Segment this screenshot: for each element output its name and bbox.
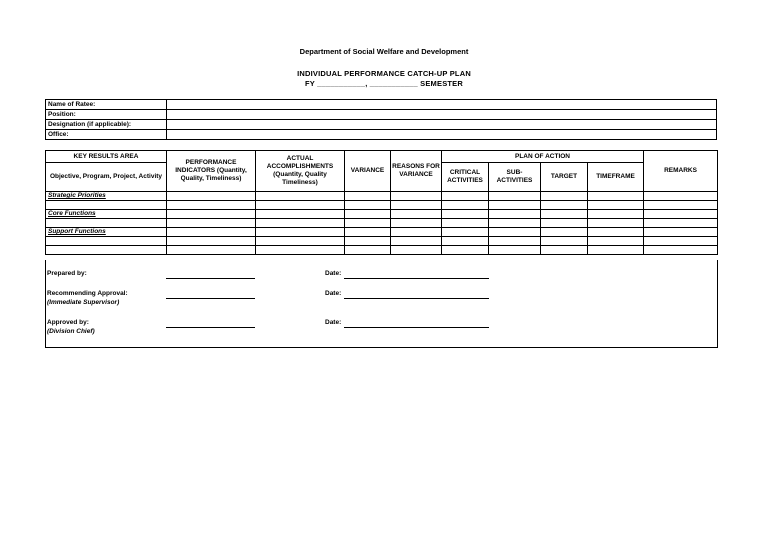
signature-section (45, 260, 718, 348)
table-row (46, 237, 718, 246)
plan-title: INDIVIDUAL PERFORMANCE CATCH-UP PLAN (297, 69, 471, 78)
office-field[interactable] (167, 130, 717, 140)
section-row (46, 210, 718, 219)
table-row (46, 219, 718, 228)
department-title: Department of Social Welfare and Development (299, 47, 469, 56)
approved-note: (Division Chief) (47, 328, 95, 335)
plan-of-action-header: PLAN OF ACTION (442, 151, 644, 163)
prepared-by-label: Prepared by: (47, 270, 87, 277)
indicators-header: PERFORMANCE INDICATORS (Quantity, Quality, Timeliness) (167, 151, 256, 192)
designation-field[interactable] (167, 120, 717, 130)
prepared-by-line[interactable] (166, 278, 255, 279)
accomplishments-header: ACTUAL ACCOMPLISHMENTS (Quantity, Quality Timeliness) (256, 151, 345, 192)
ratee-info-table (45, 99, 717, 140)
kra-subheader: Objective, Program, Project, Activity (46, 163, 167, 192)
section-strategic-priorities: Strategic Priorities (46, 192, 167, 201)
designation-row (46, 120, 717, 130)
section-support-functions: Support Functions (46, 228, 167, 237)
recommending-note: (Immediate Supervisor) (47, 299, 120, 306)
prepared-date-label: Date: (325, 270, 342, 277)
table-row (46, 201, 718, 210)
catch-up-plan-table (45, 150, 718, 255)
section-row (46, 228, 718, 237)
critical-activities-header: CRITICAL ACTIVITIES (442, 163, 489, 192)
recommending-date-label: Date: (325, 290, 342, 297)
designation-label: Designation (if applicable): (46, 120, 167, 130)
office-row (46, 130, 717, 140)
prepared-date-line[interactable] (344, 278, 489, 279)
reasons-header: REASONS FOR VARIANCE (391, 151, 442, 192)
kra-header: KEY RESULTS AREA (46, 151, 167, 163)
office-label: Office: (46, 130, 167, 140)
approved-by-label: Approved by: (47, 319, 89, 326)
position-row (46, 110, 717, 120)
header-row-1 (46, 151, 718, 163)
section-row (46, 192, 718, 201)
recommending-approval-line[interactable] (166, 298, 255, 299)
name-field[interactable] (167, 100, 717, 110)
recommending-date-line[interactable] (344, 298, 489, 299)
target-header: TARGET (541, 163, 588, 192)
approved-date-line[interactable] (344, 327, 489, 328)
name-label: Name of Ratee: (46, 100, 167, 110)
table-row (46, 246, 718, 255)
recommending-approval-label: Recommending Approval: (47, 290, 128, 297)
section-core-functions: Core Functions (46, 210, 167, 219)
approved-by-line[interactable] (166, 327, 255, 328)
sub-activities-header: SUB-ACTIVITIES (489, 163, 541, 192)
timeframe-header: TIMEFRAME (588, 163, 644, 192)
position-label: Position: (46, 110, 167, 120)
fiscal-year-line: FY ___________, ___________ SEMESTER (304, 79, 463, 88)
approved-date-label: Date: (325, 319, 342, 326)
variance-header: VARIANCE (345, 151, 391, 192)
position-field[interactable] (167, 110, 717, 120)
remarks-header: REMARKS (644, 151, 718, 192)
name-row (46, 100, 717, 110)
